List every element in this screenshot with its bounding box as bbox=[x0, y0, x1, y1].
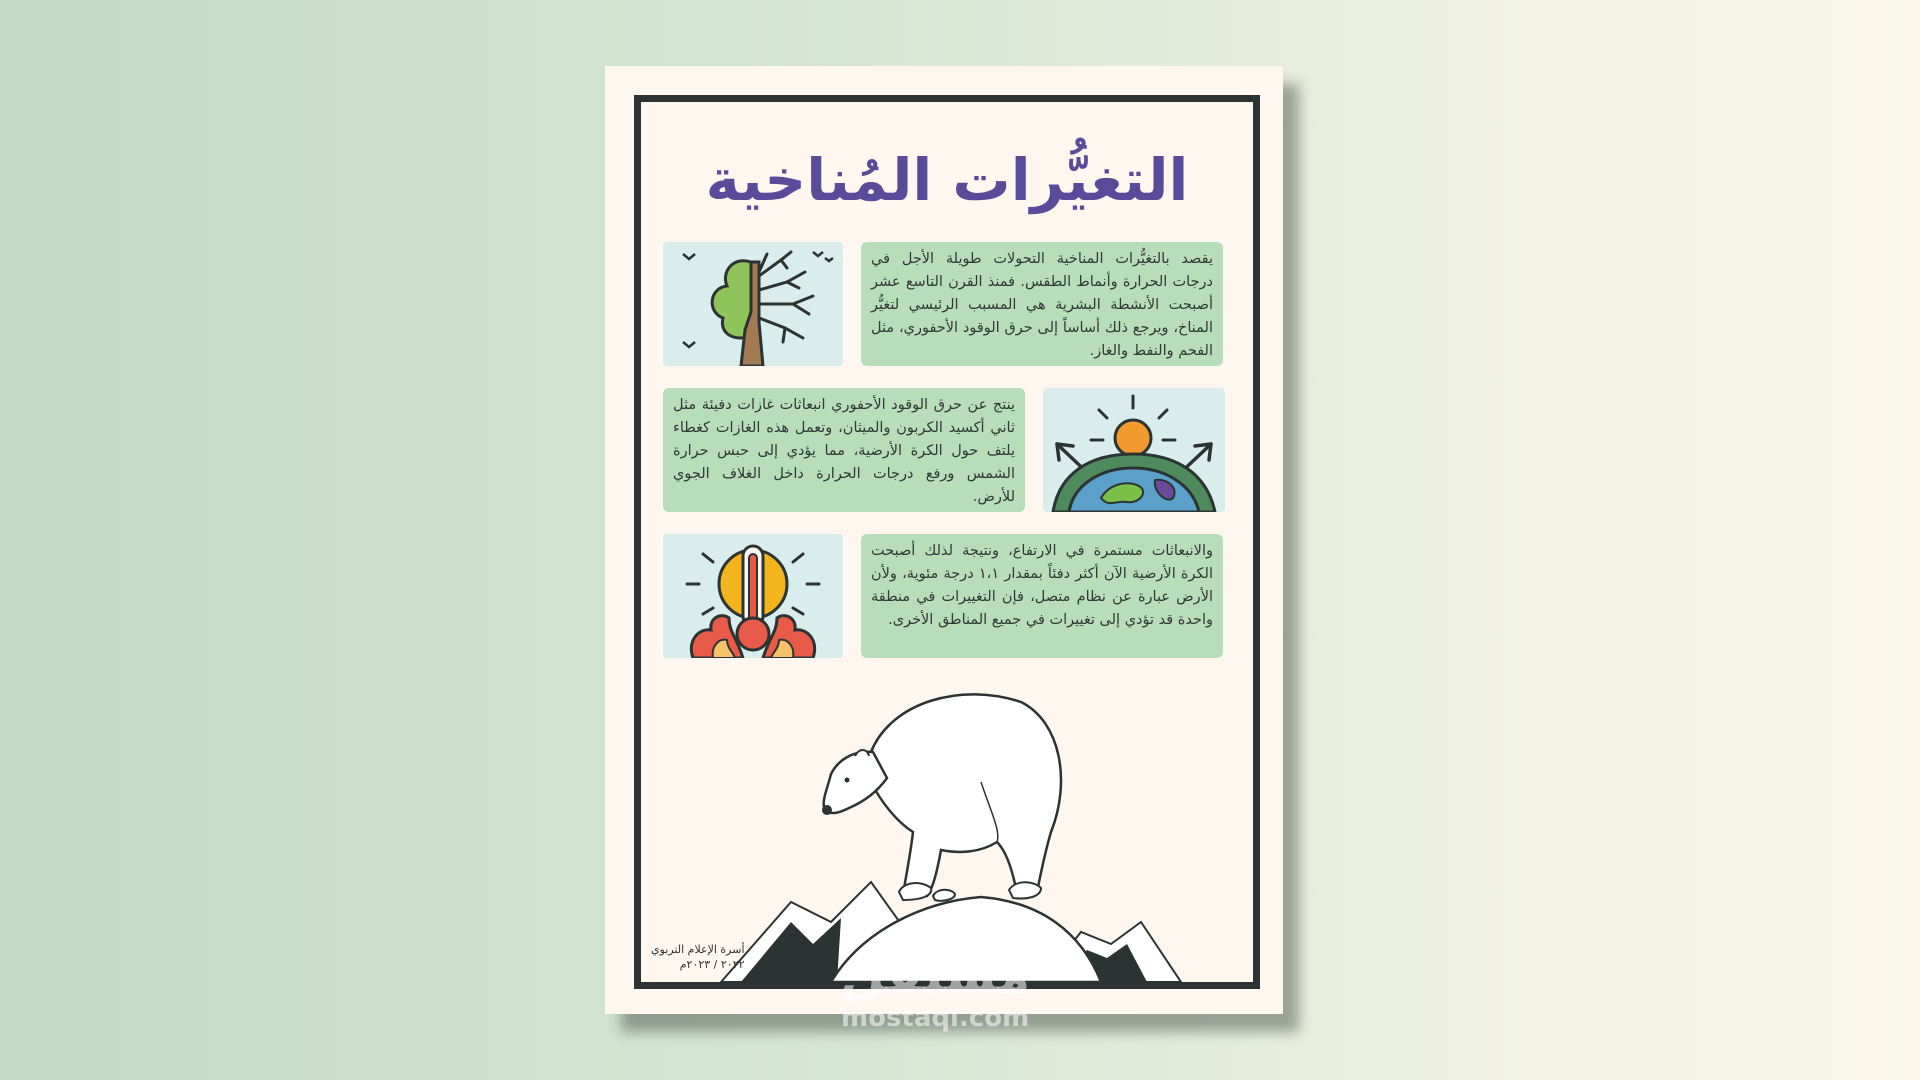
paragraph-3: والانبعاثات مستمرة في الارتفاع، ونتيجة لذلك أصبحت الكرة الأرضية الآن أكثر دفئاً بمقدار ١،١ درجة مئوية، ولأن الأرض عبارة عن نظام متصل، فإن التغييرات في منطقة واحدة قد تؤدي إلى تغييرات في جميع المناطق الأخرى. bbox=[861, 534, 1223, 658]
poster-frame bbox=[634, 95, 1260, 989]
watermark-arabic: مستقل bbox=[840, 946, 1031, 1006]
watermark-latin: mostaql.com bbox=[841, 1003, 1030, 1033]
thermometer-heat-icon bbox=[663, 534, 843, 658]
tree-icon bbox=[663, 242, 843, 366]
poster-title: التغيُّرات المُناخية bbox=[705, 146, 1189, 214]
watermark-logo bbox=[840, 948, 1030, 1032]
poster bbox=[605, 66, 1283, 1014]
earth-sun-icon bbox=[1043, 388, 1225, 512]
paragraph-1: يقصد بالتغيُّرات المناخية التحولات طويلة الأجل في درجات الحرارة وأنماط الطقس. فمنذ القرن التاسع عشر أصبحت الأنشطة البشرية هي المسبب الرئيسي لتغيُّر المناخ، ويرجع ذلك أساساً إلى حرق الوقود الأحفوري، مثل الفحم والنفط والغاز. bbox=[861, 242, 1223, 366]
footer-year: ٢٠٢٢ / ٢٠٢٣م bbox=[679, 958, 745, 971]
paragraph-2: ينتج عن حرق الوقود الأحفوري انبعاثات غازات دفيئة مثل ثاني أكسيد الكربون والميثان، وتعمل هذه الغازات كغطاء يلتف حول الكرة الأرضية، مما يؤدي إلى حبس حرارة الشمس ورفع درجات الحرارة داخل الغلاف الجوي للأرض. bbox=[663, 388, 1025, 512]
poster-footer bbox=[651, 942, 745, 972]
footer-org: أسرة الإعلام التربوي bbox=[651, 943, 745, 956]
polar-bear-illustration bbox=[641, 682, 1253, 986]
